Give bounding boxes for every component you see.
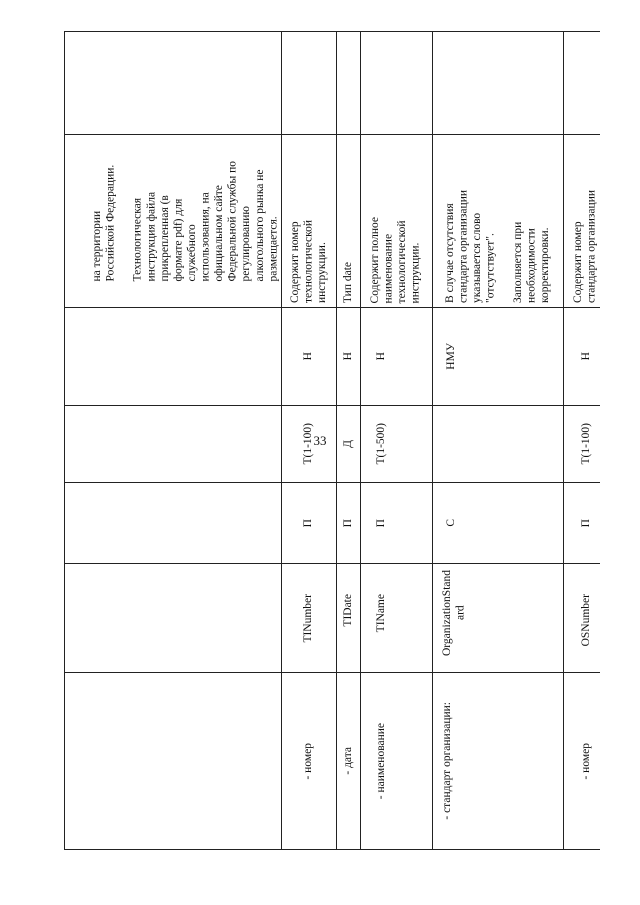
page-number: 33: [313, 433, 327, 448]
required-cell: С: [445, 519, 457, 527]
format-cell: T(1-500): [375, 423, 387, 465]
tag-cell: TIName: [375, 594, 387, 633]
tag-cell: TINumber: [302, 594, 315, 643]
required-cell: П: [341, 518, 354, 528]
description-cell: В случае отсутствия стандарта организации указывается слово "отсутствует". Заполняется при необходимости корректировки.: [443, 190, 551, 303]
format-cell: T(1-100): [302, 423, 315, 465]
element-cell: - дата: [341, 747, 354, 775]
element-cell: - стандарт организации:: [441, 702, 453, 820]
multiplicity-cell: НМУ: [445, 343, 457, 370]
required-cell: П: [580, 518, 592, 528]
format-cell: Д: [341, 440, 354, 448]
table-border-bottom: [64, 849, 600, 850]
table-border-top: [64, 31, 600, 32]
table-row: [65, 135, 281, 307]
description-cell: на территории Российской Федерации. Технологическая инструкция файла прикрепленная (в формате pdf) для служебного использования, на официальном сайте Федеральной службы по регулированию алкогольного рынка не размещается.: [91, 160, 280, 282]
format-cell: T(1-100): [580, 423, 592, 465]
tag-cell: OrganizationStand ard: [441, 570, 467, 657]
multiplicity-cell: Н: [375, 352, 387, 361]
required-cell: П: [302, 518, 315, 528]
description-cell: Содержит номер стандарта организации: [572, 190, 598, 303]
tag-cell: OSNumber: [580, 594, 592, 647]
element-cell: - номер: [580, 742, 592, 780]
format-cell: [433, 406, 563, 482]
required-cell: П: [375, 518, 387, 528]
description-cell: Содержит полное наименование технологической инструкции.: [369, 216, 423, 303]
multiplicity-cell: Н: [341, 352, 354, 361]
description-cell: Тип date: [341, 261, 354, 303]
multiplicity-cell: Н: [302, 352, 315, 361]
element-cell: - наименование: [375, 722, 387, 800]
element-cell: - номер: [302, 742, 315, 780]
description-cell: Содержит номер технологической инструкции.: [288, 219, 328, 303]
tag-cell: TIDate: [341, 594, 354, 627]
multiplicity-cell: Н: [580, 352, 592, 361]
